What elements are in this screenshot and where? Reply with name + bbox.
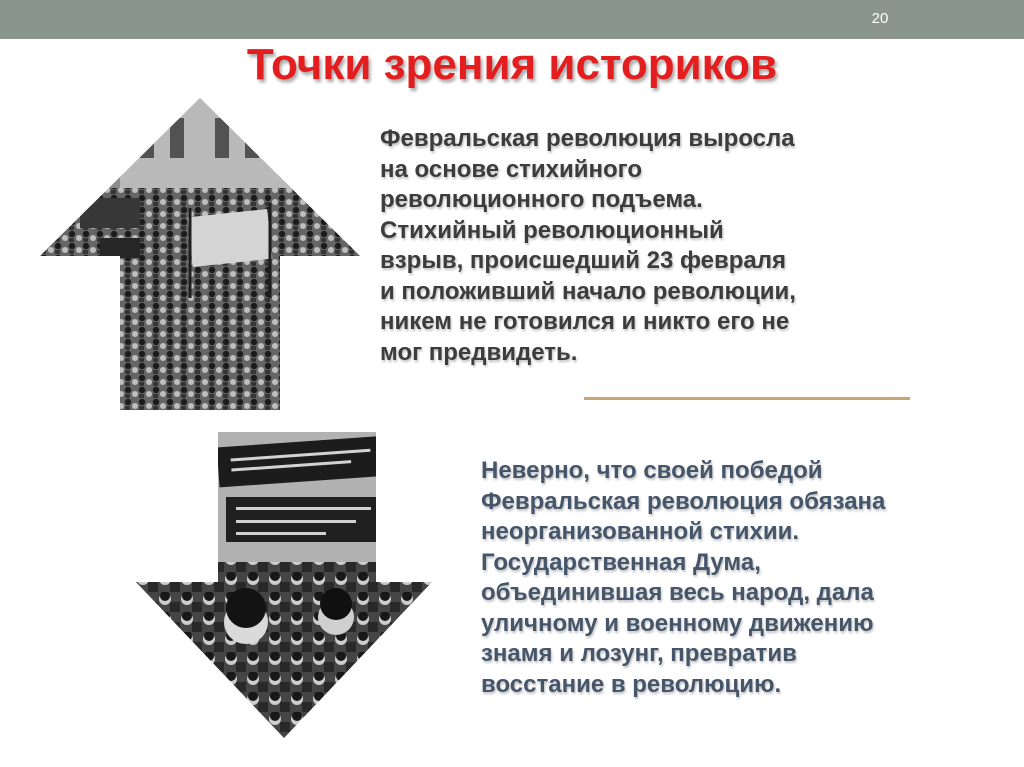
slide-title: Точки зрения историков	[246, 40, 778, 89]
up-arrow-photo	[40, 98, 360, 410]
down-arrow-photo	[136, 432, 432, 738]
slide-number: 20	[871, 10, 889, 27]
divider-line	[584, 397, 910, 400]
historian-view-2: Неверно, что своей победой Февральская революция обязана неорганизованной стихии. Государственная Дума, объединившая весь народ, дала уличному и военному движению знамя и лозунг, превратив восстание в революцию.	[481, 457, 886, 698]
historian-view-1: Февральская революция выросла на основе стихийного революционного подъема. Стихийный революционный взрыв, происшедший 23 февраля и положивший начало революции, никем не готовился и никто его не мог предвидеть.	[380, 125, 796, 366]
